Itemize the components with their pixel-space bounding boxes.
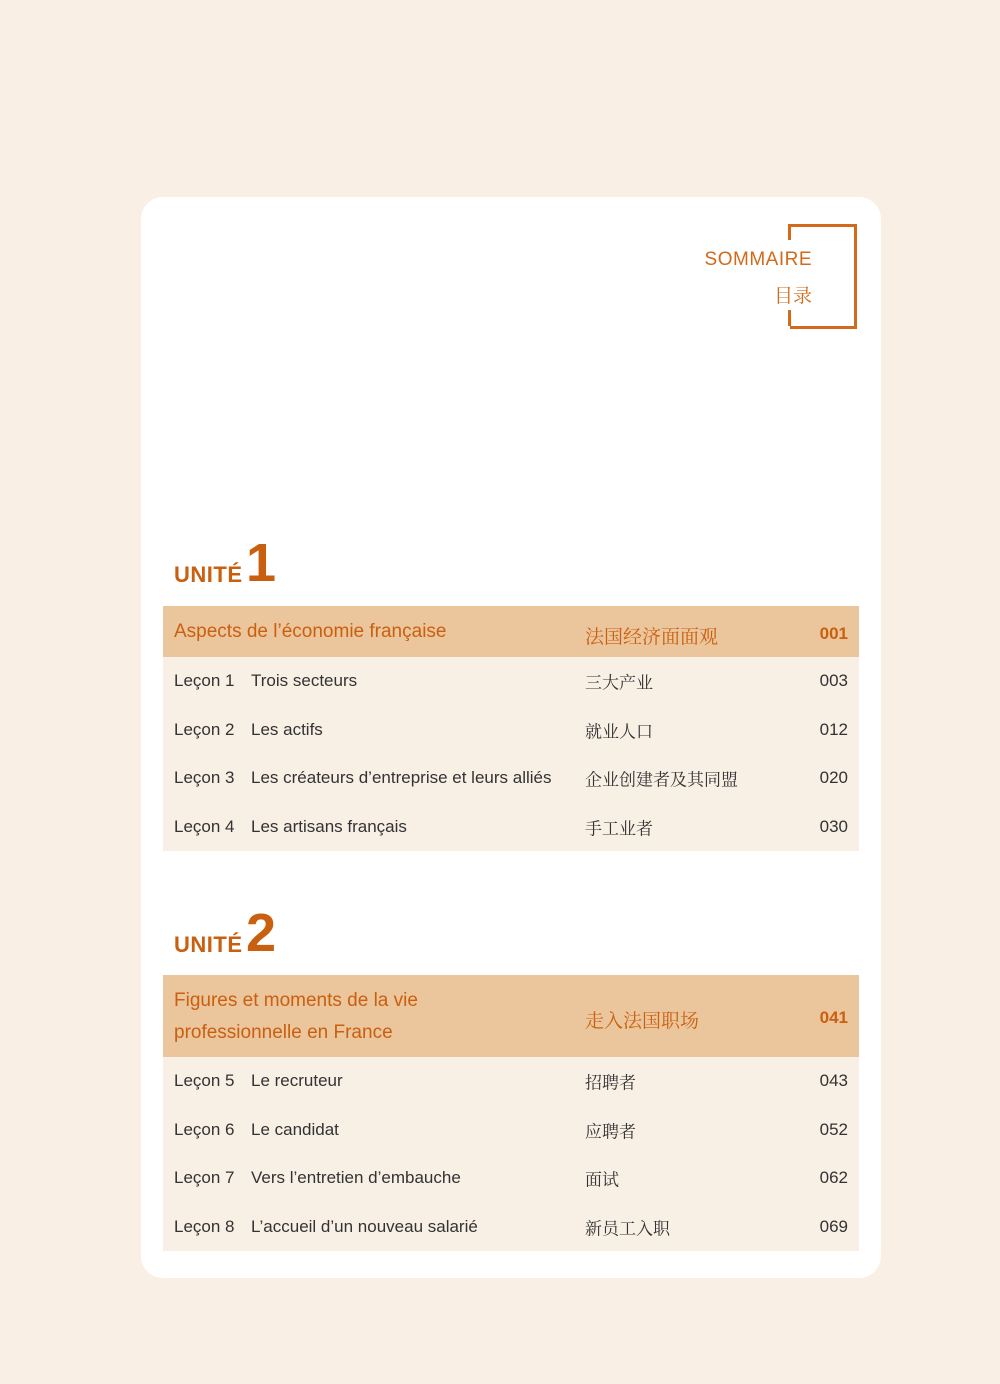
lesson-title-fr: Le recruteur bbox=[251, 1071, 343, 1091]
lesson-number: Leçon 6 bbox=[174, 1119, 235, 1139]
unit-title-zh: 法国经济面面观 bbox=[585, 627, 719, 648]
unit-title-zh: 走入法国职场 bbox=[585, 1011, 700, 1032]
lesson-title-fr: Les actifs bbox=[251, 719, 323, 739]
unit-2-table bbox=[163, 975, 859, 1251]
lesson-page-number: 003 bbox=[819, 671, 848, 691]
lesson-page-number: 043 bbox=[819, 1071, 848, 1091]
lesson-title-zh: 应聘者 bbox=[585, 1122, 636, 1142]
unit-2-lessons bbox=[163, 1057, 859, 1251]
lesson-page-number: 020 bbox=[819, 768, 848, 788]
lesson-row[interactable] bbox=[163, 1154, 859, 1203]
lesson-row[interactable] bbox=[163, 754, 859, 803]
lesson-number: Leçon 4 bbox=[174, 816, 235, 836]
unit-title-fr-line1: Figures et moments de la vie bbox=[174, 990, 418, 1011]
lesson-row[interactable] bbox=[163, 706, 859, 755]
lesson-number: Leçon 3 bbox=[174, 768, 235, 788]
lesson-title-zh: 企业创建者及其同盟 bbox=[585, 770, 738, 790]
unit-title-fr: Aspects de l’économie française bbox=[174, 621, 447, 642]
sommaire-title-zh: 目录 bbox=[773, 286, 812, 307]
lesson-number: Leçon 1 bbox=[174, 671, 235, 691]
lesson-title-fr: Vers l’entretien d’embauche bbox=[251, 1168, 461, 1188]
unit-label: UNITÉ bbox=[174, 932, 243, 957]
bracket-top-tick bbox=[788, 224, 791, 240]
unit-1-heading bbox=[174, 528, 294, 593]
lesson-title-fr: Trois secteurs bbox=[251, 671, 358, 691]
unit-1-lessons bbox=[163, 657, 859, 851]
lesson-row[interactable] bbox=[163, 803, 859, 852]
lesson-row[interactable] bbox=[163, 1106, 859, 1155]
lesson-title-zh: 面试 bbox=[585, 1170, 619, 1190]
bracket-frame bbox=[790, 224, 857, 329]
unit-page-number: 041 bbox=[819, 1008, 848, 1027]
lesson-page-number: 052 bbox=[819, 1119, 848, 1139]
lesson-row[interactable] bbox=[163, 1203, 859, 1252]
lesson-title-zh: 招聘者 bbox=[585, 1073, 636, 1093]
unit-2-header-row[interactable] bbox=[163, 975, 859, 1057]
lesson-title-fr: Le candidat bbox=[251, 1119, 339, 1139]
lesson-title-fr: L’accueil d’un nouveau salarié bbox=[251, 1216, 478, 1236]
lesson-title-zh: 就业人口 bbox=[585, 722, 653, 742]
sommaire-block bbox=[690, 224, 860, 327]
lesson-title-zh: 手工业者 bbox=[585, 819, 653, 839]
sommaire-title-fr: SOMMAIRE bbox=[704, 249, 812, 270]
unit-2-heading bbox=[174, 898, 304, 963]
lesson-page-number: 030 bbox=[819, 816, 848, 836]
lesson-row[interactable] bbox=[163, 1057, 859, 1106]
lesson-number: Leçon 8 bbox=[174, 1216, 235, 1236]
lesson-title-zh: 三大产业 bbox=[585, 673, 653, 693]
unit-label: UNITÉ bbox=[174, 562, 243, 587]
unit-1-header-row[interactable] bbox=[163, 606, 859, 657]
lesson-number: Leçon 5 bbox=[174, 1071, 235, 1091]
lesson-title-zh: 新员工入职 bbox=[585, 1219, 670, 1239]
unit-page-number: 001 bbox=[819, 624, 848, 643]
unit-number: 2 bbox=[246, 903, 277, 963]
unit-title-fr-line2: professionnelle en France bbox=[174, 1022, 393, 1043]
lesson-page-number: 012 bbox=[819, 719, 848, 739]
lesson-page-number: 069 bbox=[819, 1216, 848, 1236]
unit-1-table bbox=[163, 606, 859, 851]
bracket-bottom-tick bbox=[788, 310, 791, 326]
lesson-number: Leçon 7 bbox=[174, 1168, 235, 1188]
lesson-row[interactable] bbox=[163, 657, 859, 706]
lesson-title-fr: Les artisans français bbox=[251, 816, 407, 836]
lesson-page-number: 062 bbox=[819, 1168, 848, 1188]
lesson-number: Leçon 2 bbox=[174, 719, 235, 739]
unit-number: 1 bbox=[246, 533, 277, 593]
lesson-title-fr: Les créateurs d’entreprise et leurs alliés bbox=[251, 768, 552, 788]
